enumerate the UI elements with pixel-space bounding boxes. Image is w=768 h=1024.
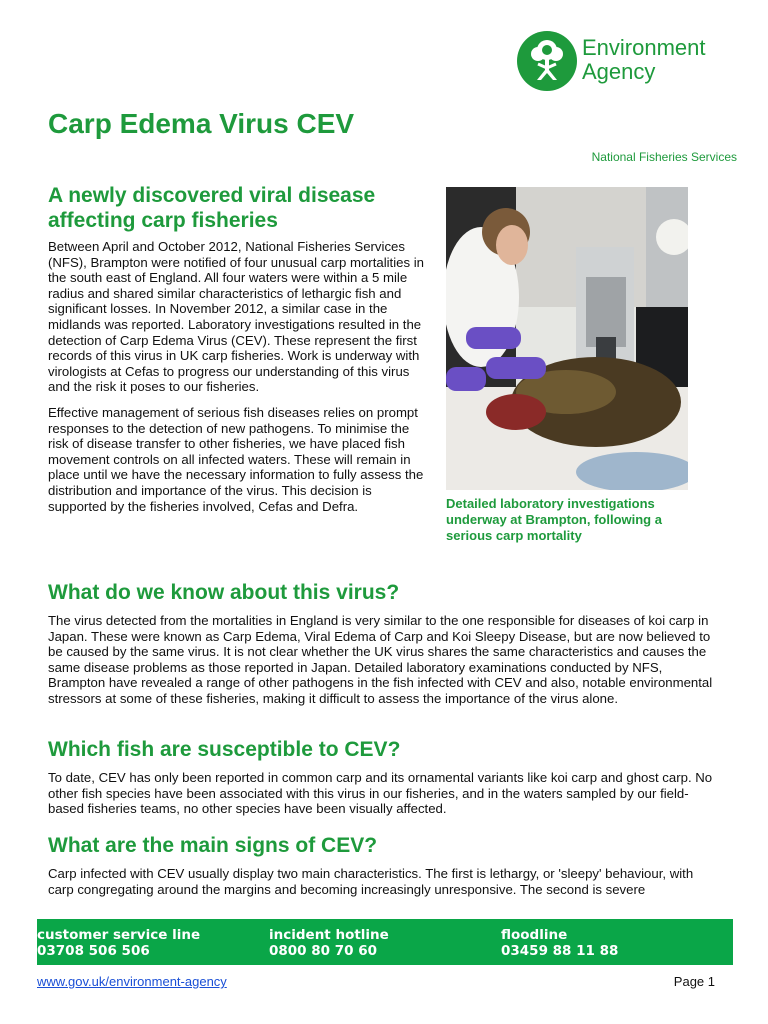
section-main-signs [48, 833, 720, 897]
customer-service-contact [37, 927, 200, 959]
department-subtitle: National Fisheries Services [591, 150, 737, 164]
intro-paragraph-2: Effective management of serious fish diseases relies on prompt responses to the detection of new pathogens. To minimise the risk of disease transfer to other fisheries, we have placed fish movement controls on all infected waters. These will remain in place until we have the necessary information to fully assess the distribution and importance of the virus. This decision is supported by the fisheries involved, Cefas and Defra. [48, 404, 424, 514]
contact-number: 03459 88 11 88 [501, 943, 619, 959]
contact-footer-bar [37, 919, 733, 965]
environment-agency-logo [516, 30, 746, 94]
intro-heading: A newly discovered viral disease affecting carp fisheries [48, 184, 376, 232]
contact-label: customer service line [37, 927, 201, 943]
section-heading: What are the main signs of CEV? [48, 834, 378, 857]
intro-paragraph-1: Between April and October 2012, National Fisheries Services (NFS), Brampton were notified of four unusual carp mortalities in the south east of England. All four waters were within a 5 mile radius and shared similar characteristics of lethargic fish and significant losses. In November 2012, a similar case in the midlands was reported. Laboratory investigations resulted in the detection of Carp Edema Virus (CEV). These represent the first records of this virus in UK carp fisheries. Work is underway with virologists at Cefas to progress our understanding of this virus and the risk it poses to our fisheries. [48, 239, 425, 395]
lab-scene-illustration [446, 187, 688, 490]
contact-number: 0800 80 70 60 [269, 943, 378, 959]
logo-line-1: Environment [582, 35, 706, 60]
incident-hotline-contact [269, 927, 389, 959]
section-body: Carp infected with CEV usually display two main characteristics. The first is lethargy, or 'sleepy' behaviour, with carp congregating around the margins and becoming increasingly unresponsive. The second is severe [48, 866, 694, 897]
intro-section [48, 183, 428, 514]
page-title: Carp Edema Virus CEV [48, 108, 355, 139]
section-body: To date, CEV has only been reported in common carp and its ornamental variants like koi carp and ghost carp. No other fish species have been associated with this virus in our fisheries, and in the waters sampled by our field-based fisheries teams, no other species have been visually affected. [48, 770, 713, 817]
contact-number: 03708 506 506 [37, 943, 150, 959]
contact-label: incident hotline [269, 927, 389, 943]
section-susceptible-fish [48, 737, 720, 817]
section-body: The virus detected from the mortalities in England is very similar to the one responsible for diseases of koi carp in Japan. These were known as Carp Edema, Viral Edema of Carp and Koi Sleepy Disease, but are now believed to be caused by the same virus. It is not clear whether the UK virus shares the same characteristics and causes the same disease problems as those reported in Japan. Detailed laboratory examinations conducted by NFS, Brampton have revealed a range of other pathogens in the fish infected with CEV and also, notable environmental stressors at some of these fisheries, making it difficult to assess the importance of the virus alone. [48, 613, 713, 706]
contact-label: floodline [501, 927, 568, 943]
section-heading: Which fish are susceptible to CEV? [48, 738, 401, 761]
section-know-about-virus [48, 580, 720, 707]
logo-line-2: Agency [582, 59, 656, 84]
floodline-contact [501, 927, 618, 959]
photo-caption: Detailed laboratory investigations underway at Brampton, following a serious carp mortality [446, 496, 662, 543]
page-number: Page 1 [673, 974, 715, 989]
section-heading: What do we know about this virus? [48, 581, 400, 604]
lab-photo [446, 187, 688, 490]
agency-website-link[interactable]: www.gov.uk/environment-agency [37, 974, 227, 989]
tree-logo-icon [516, 30, 578, 92]
